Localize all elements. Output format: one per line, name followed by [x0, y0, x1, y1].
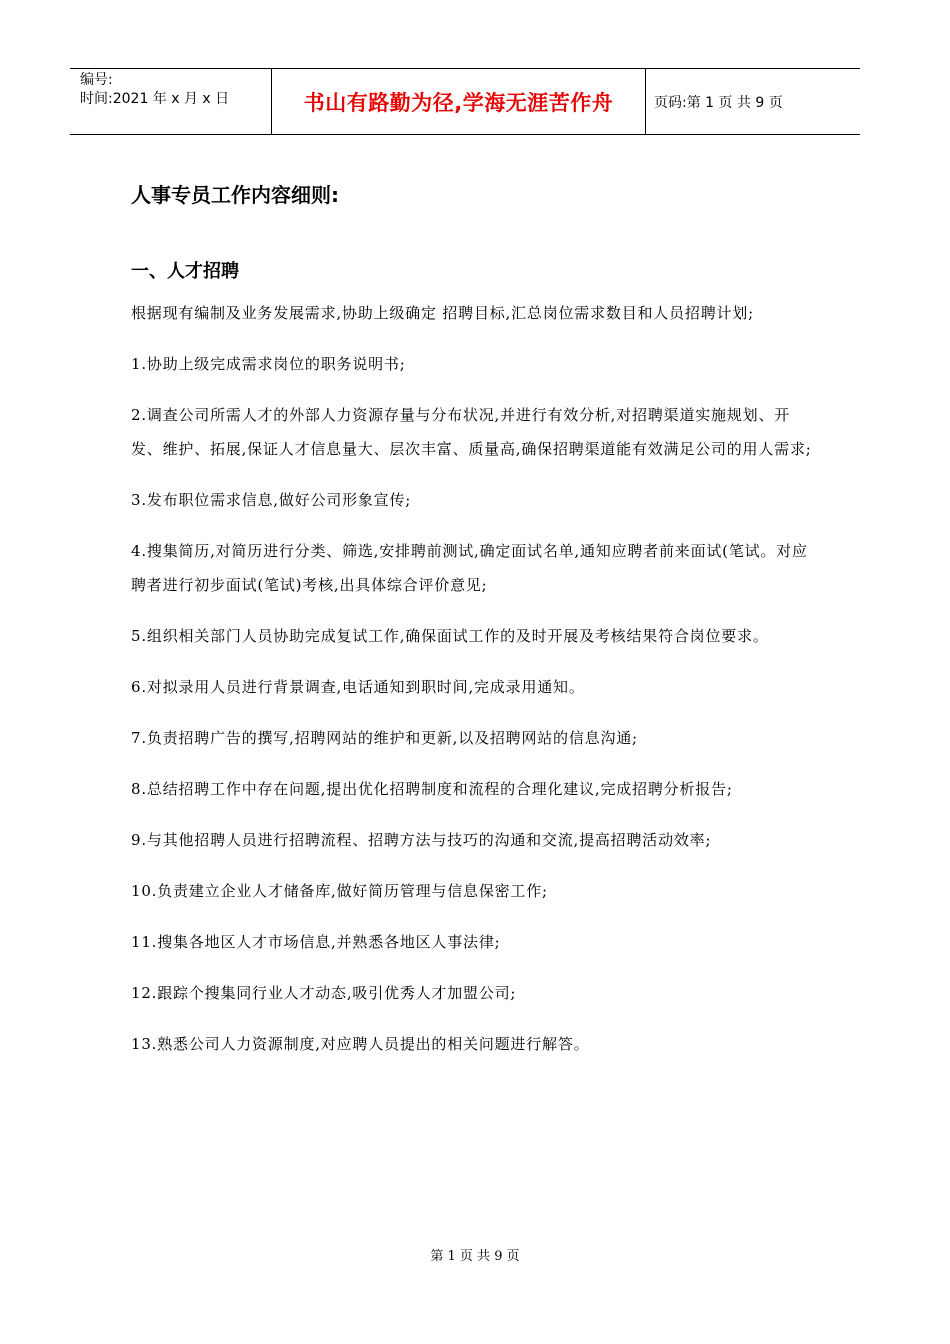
paragraph-item-7: 7.负责招聘广告的撰写,招聘网站的维护和更新,以及招聘网站的信息沟通; [131, 729, 638, 747]
paragraph-item-12: 12.跟踪个搜集同行业人才动态,吸引优秀人才加盟公司; [131, 984, 517, 1002]
section-title: 一、人才招聘 [131, 261, 239, 282]
paragraph-item-5: 5.组织相关部门人员协助完成复试工作,确保面试工作的及时开展及考核结果符合岗位要求。 [131, 627, 769, 645]
document-body [131, 180, 821, 1061]
document-time-label: 时间:2021 年 x 月 x 日 [80, 91, 230, 107]
paragraph-item-2: 2.调查公司所需人才的外部人力资源存量与分布状况,并进行有效分析,对招聘渠道实施规划、开发、维护、拓展,保证人才信息量大、层次丰富、质量高,确保招聘渠道能有效满足公司的用人需求; [131, 406, 812, 458]
header-table [70, 68, 860, 135]
document-title: 人事专员工作内容细则: [131, 183, 339, 207]
header-page-code: 页码:第 1 页 共 9 页 [654, 94, 783, 111]
header-page-cell [646, 69, 860, 134]
paragraph-item-9: 9.与其他招聘人员进行招聘流程、招聘方法与技巧的沟通和交流,提高招聘活动效率; [131, 831, 712, 849]
paragraph-item-8: 8.总结招聘工作中存在问题,提出优化招聘制度和流程的合理化建议,完成招聘分析报告; [131, 780, 733, 798]
paragraph-item-1: 1.协助上级完成需求岗位的职务说明书; [131, 355, 406, 373]
paragraph-item-4: 4.搜集简历,对简历进行分类、筛选,安排聘前测试,确定面试名单,通知应聘者前来面试(笔试。对应聘者进行初步面试(笔试)考核,出具体综合评价意见; [131, 542, 808, 594]
header-meta-cell [70, 69, 272, 134]
paragraph-item-13: 13.熟悉公司人力资源制度,对应聘人员提出的相关问题进行解答。 [131, 1035, 590, 1053]
paragraph-item-3: 3.发布职位需求信息,做好公司形象宣传; [131, 491, 412, 509]
paragraph-item-11: 11.搜集各地区人才市场信息,并熟悉各地区人事法律; [131, 933, 501, 951]
footer-page-indicator: 第 1 页 共 9 页 [430, 1249, 520, 1264]
header-motto-cell [272, 69, 646, 134]
document-number-label: 编号: [80, 72, 113, 88]
header-motto: 书山有路勤为径,学海无涯苦作舟 [303, 90, 614, 115]
paragraph-item-10: 10.负责建立企业人才储备库,做好简历管理与信息保密工作; [131, 882, 548, 900]
paragraph-item-6: 6.对拟录用人员进行背景调查,电话通知到职时间,完成录用通知。 [131, 678, 585, 696]
paragraph-intro: 根据现有编制及业务发展需求,协助上级确定 招聘目标,汇总岗位需求数目和人员招聘计划; [131, 304, 754, 322]
page-footer [0, 1245, 950, 1264]
